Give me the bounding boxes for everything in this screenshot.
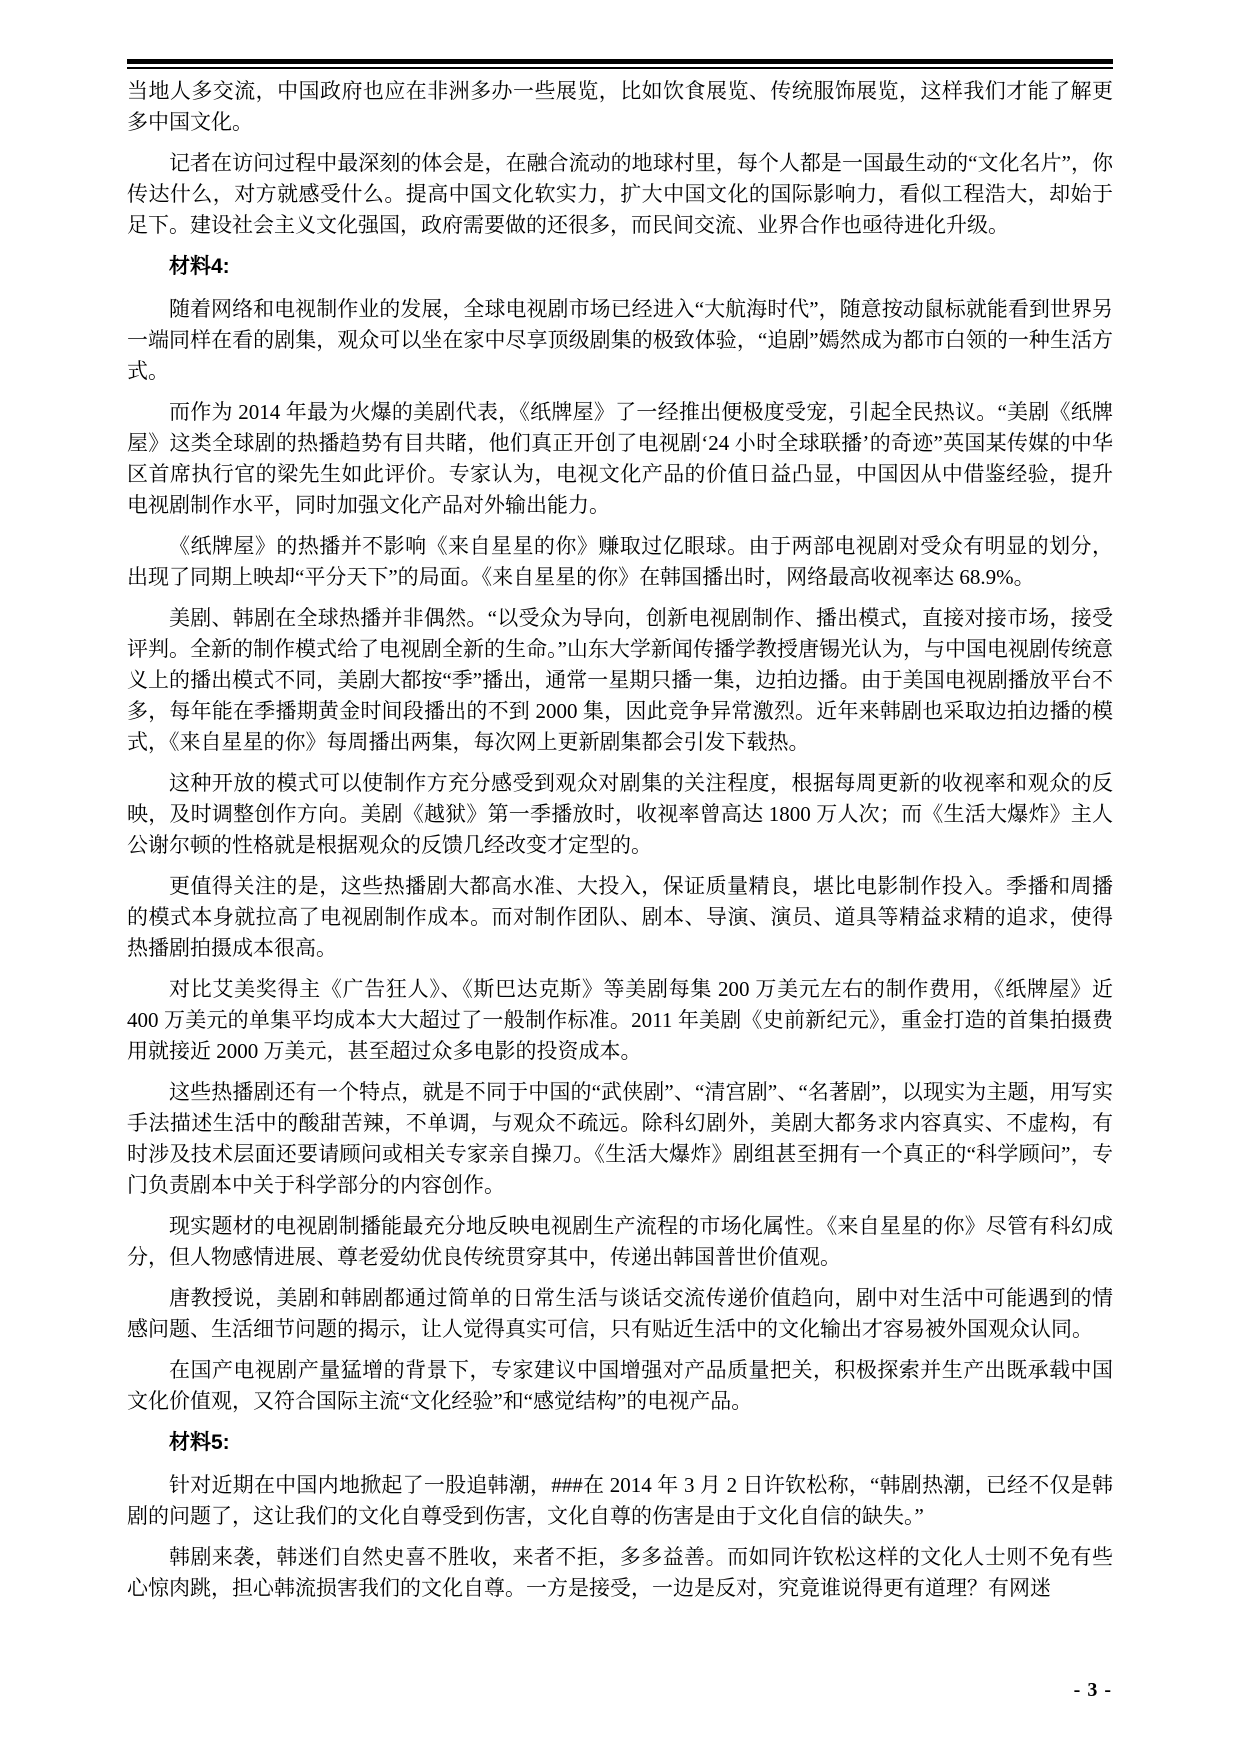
body-paragraph: 唐教授说，美剧和韩剧都通过简单的日常生活与谈话交流传递价值趋向，剧中对生活中可能遇到的情感问题、生活细节问题的揭示，让人觉得真实可信，只有贴近生活中的文化输出才容易被外国观众认同。 xyxy=(127,1286,1113,1341)
body-paragraph: 美剧、韩剧在全球热播并非偶然。“以受众为导向，创新电视剧制作、播出模式，直接对接市场，接受评判。全新的制作模式给了电视剧全新的生命。”山东大学新闻传播学教授唐锡光认为，与中国电视剧传统意义上的播出模式不同，美剧大都按“季”播出，通常一星期只播一集，边拍边播。由于美国电视剧播放平台不多，每年能在季播期黄金时间段播出的不到 2000 集，因此竞争异常激烈。近年来韩剧也采取边拍边播的模式，《来自星星的你》每周播出两集，每次网上更新剧集都会引发下载热。 xyxy=(127,606,1113,754)
body-paragraph: 当地人多交流，中国政府也应在非洲多办一些展览，比如饮食展览、传统服饰展览，这样我们才能了解更多中国文化。 xyxy=(127,79,1113,134)
document-body xyxy=(127,76,1113,1614)
body-paragraph: 现实题材的电视剧制播能最充分地反映电视剧生产流程的市场化属性。《来自星星的你》尽管有科幻成分，但人物感情进展、尊老爱幼优良传统贯穿其中，传递出韩国普世价值观。 xyxy=(127,1214,1113,1269)
header-rule xyxy=(127,59,1113,69)
body-paragraph: 更值得关注的是，这些热播剧大都高水准、大投入，保证质量精良，堪比电影制作投入。季播和周播的模式本身就拉高了电视剧制作成本。而对制作团队、剧本、导演、演员、道具等精益求精的追求，使得热播剧拍摄成本很高。 xyxy=(127,874,1113,960)
body-paragraph: 记者在访问过程中最深刻的体会是，在融合流动的地球村里，每个人都是一国最生动的“文化名片”，你传达什么，对方就感受什么。提高中国文化软实力，扩大中国文化的国际影响力，看似工程浩大，却始于足下。建设社会主义文化强国，政府需要做的还很多，而民间交流、业界合作也亟待进化升级。 xyxy=(127,151,1113,237)
body-paragraph: 《纸牌屋》的热播并不影响《来自星星的你》赚取过亿眼球。由于两部电视剧对受众有明显的划分，出现了同期上映却“平分天下”的局面。《来自星星的你》在韩国播出时，网络最高收视率达 68.9%。 xyxy=(127,534,1113,589)
body-paragraph: 而作为 2014 年最为火爆的美剧代表，《纸牌屋》了一经推出便极度受宠，引起全民热议。“美剧《纸牌屋》这类全球剧的热播趋势有目共睹，他们真正开创了电视剧‘24 小时全球联播’的奇迹”英国某传媒的中华区首席执行官的梁先生如此评价。专家认为，电视文化产品的价值日益凸显，中国因从中借鉴经验，提升电视剧制作水平，同时加强文化产品对外输出能力。 xyxy=(127,400,1113,517)
material-4-heading: 材料4: xyxy=(169,255,230,278)
body-paragraph: 针对近期在中国内地掀起了一股追韩潮，###在 2014 年 3 月 2 日许钦松称，“韩剧热潮，已经不仅是韩剧的问题了，这让我们的文化自尊受到伤害，文化自尊的伤害是由于文化自信的缺失。” xyxy=(127,1473,1113,1528)
body-paragraph: 这些热播剧还有一个特点，就是不同于中国的“武侠剧”、“清宫剧”、“名著剧”，以现实为主题，用写实手法描述生活中的酸甜苦辣，不单调，与观众不疏远。除科幻剧外，美剧大都务求内容真实、不虚构，有时涉及技术层面还要请顾问或相关专家亲自操刀。《生活大爆炸》剧组甚至拥有一个真正的“科学顾问”，专门负责剧本中关于科学部分的内容创作。 xyxy=(127,1080,1113,1197)
body-paragraph: 韩剧来袭，韩迷们自然史喜不胜收，来者不拒，多多益善。而如同许钦松这样的文化人士则不免有些心惊肉跳，担心韩流损害我们的文化自尊。一方是接受，一边是反对，究竟谁说得更有道理？有网迷 xyxy=(127,1545,1113,1600)
body-paragraph: 这种开放的模式可以使制作方充分感受到观众对剧集的关注程度，根据每周更新的收视率和观众的反映，及时调整创作方向。美剧《越狱》第一季播放时，收视率曾高达 1800 万人次；而《生活大爆炸》主人公谢尔顿的性格就是根据观众的反馈几经改变才定型的。 xyxy=(127,771,1113,857)
body-paragraph: 对比艾美奖得主《广告狂人》、《斯巴达克斯》等美剧每集 200 万美元左右的制作费用，《纸牌屋》近 400 万美元的单集平均成本大大超过了一般制作标准。2011 年美剧《史前新纪元》，重金打造的首集拍摄费用就接近 2000 万美元，甚至超过众多电影的投资成本。 xyxy=(127,977,1113,1063)
header-rule-thin-line xyxy=(127,67,1113,69)
material-5-heading: 材料5: xyxy=(169,1431,230,1454)
page-number: - 3 - xyxy=(1073,1679,1112,1701)
body-paragraph: 随着网络和电视制作业的发展，全球电视剧市场已经进入“大航海时代”，随意按动鼠标就能看到世界另一端同样在看的剧集，观众可以坐在家中尽享顶级剧集的极致体验，“追剧”嫣然成为都市白领的一种生活方式。 xyxy=(127,297,1113,383)
body-paragraph: 在国产电视剧产量猛增的背景下，专家建议中国增强对产品质量把关，积极探索并生产出既承载中国文化价值观，又符合国际主流“文化经验”和“感觉结构”的电视产品。 xyxy=(127,1358,1113,1413)
